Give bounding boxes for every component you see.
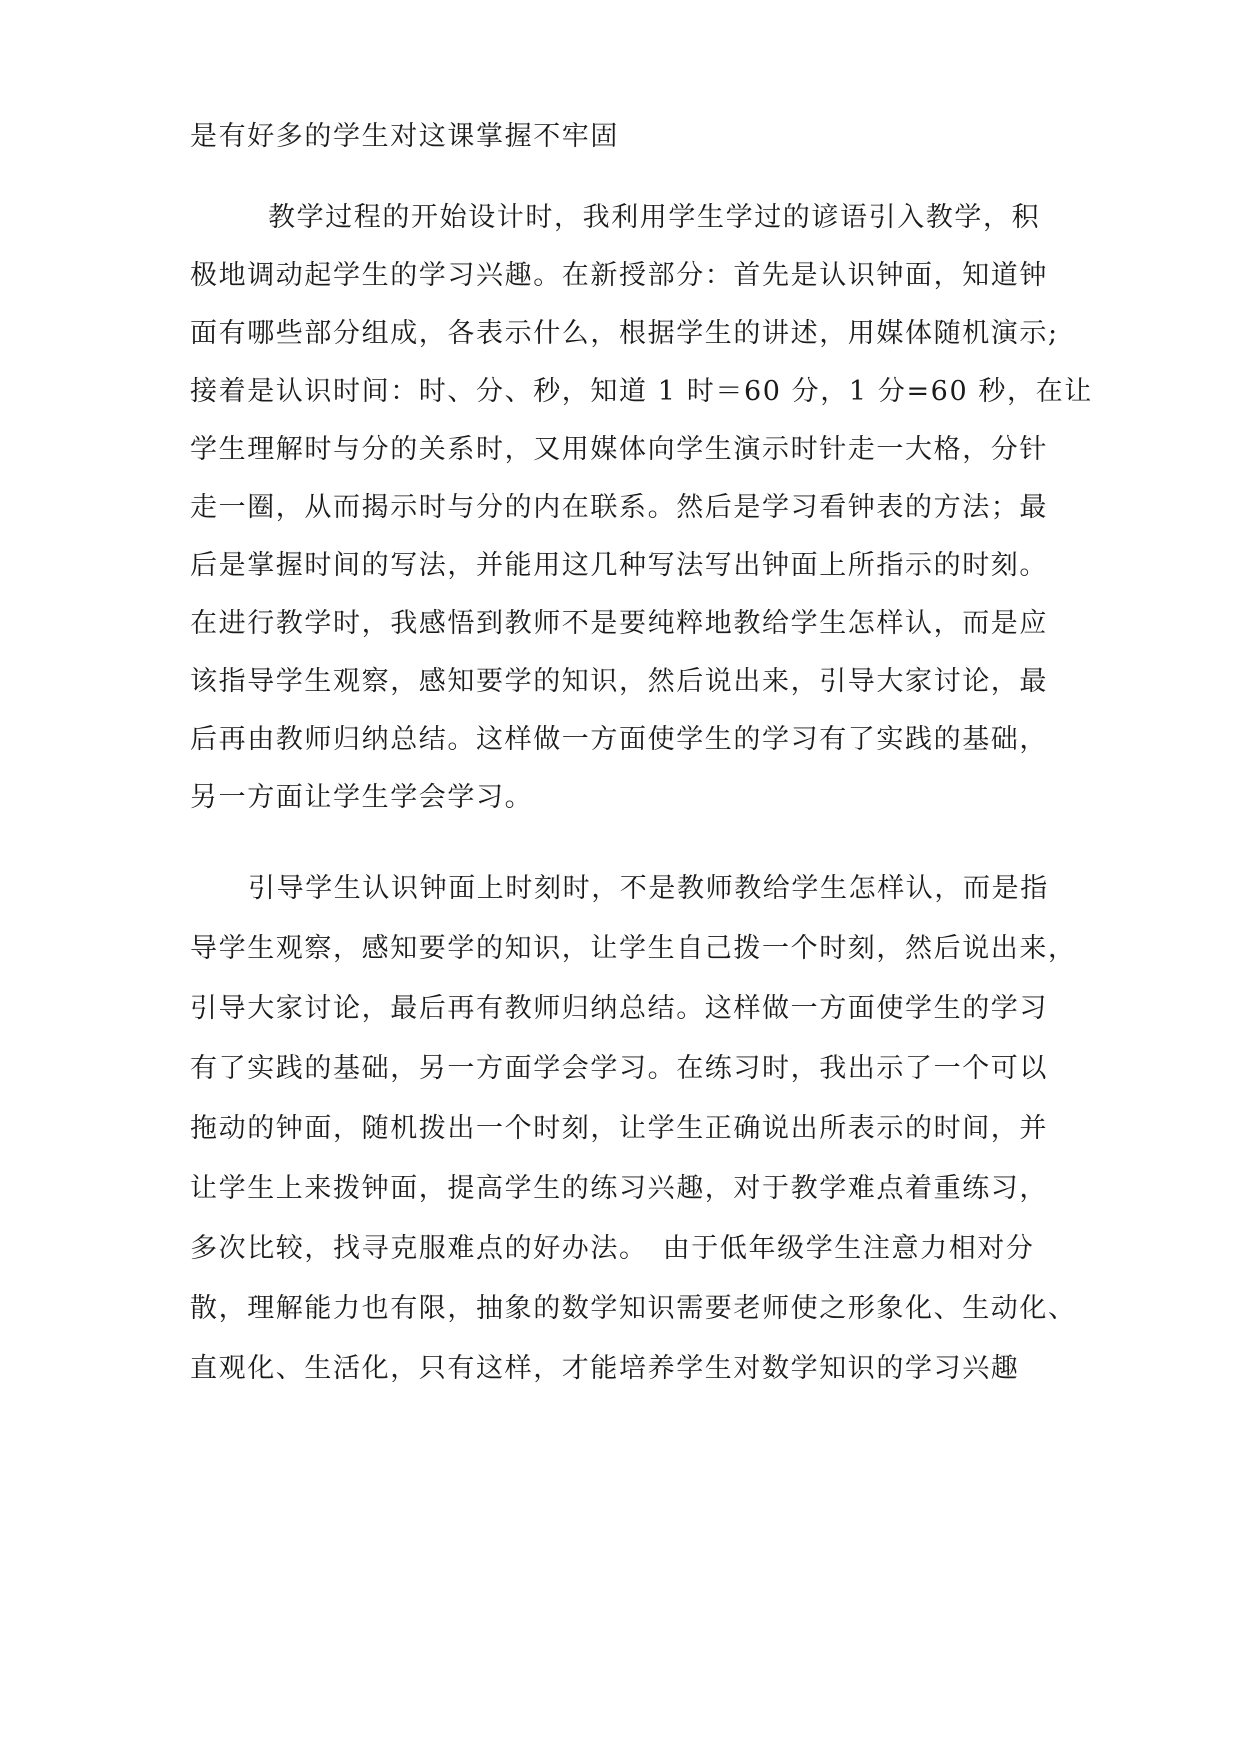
paragraph-1-line: 学生理解时与分的关系时，又用媒体向学生演示时针走一大格，分针 — [190, 434, 1048, 465]
paragraph-1-line: 教学过程的开始设计时，我利用学生学过的谚语引入教学，积 — [268, 202, 1041, 233]
paragraph-2-line: 引导大家讨论，最后再有教师归纳总结。这样做一方面使学生的学习 — [190, 993, 1048, 1024]
paragraph-2-line: 散，理解能力也有限，抽象的数学知识需要老师使之形象化、生动化、 — [190, 1293, 1077, 1324]
paragraph-1-line: 另一方面让学生学会学习。 — [190, 782, 534, 813]
paragraph-1-line: 走一圈，从而揭示时与分的内在联系。然后是学习看钟表的方法；最 — [190, 492, 1048, 523]
paragraph-1-line: 接着是认识时间：时、分、秒，知道 1 时＝60 分，1 分=60 秒，在让 — [190, 376, 1093, 407]
intro-line: 是有好多的学生对这课掌握不牢固 — [190, 121, 619, 152]
paragraph-1-line: 该指导学生观察，感知要学的知识，然后说出来，引导大家讨论，最 — [190, 666, 1048, 697]
paragraph-1-line: 极地调动起学生的学习兴趣。在新授部分：首先是认识钟面，知道钟 — [190, 260, 1048, 291]
paragraph-1-line: 面有哪些部分组成，各表示什么，根据学生的讲述，用媒体随机演示; — [190, 318, 1059, 349]
paragraph-2-line: 多次比较，找寻克服难点的好办法。 由于低年级学生注意力相对分 — [190, 1233, 1035, 1264]
paragraph-2-line: 让学生上来拨钟面，提高学生的练习兴趣，对于教学难点着重练习， — [190, 1173, 1048, 1204]
paragraph-1-line: 后是掌握时间的写法，并能用这几种写法写出钟面上所指示的时刻。 — [190, 550, 1048, 581]
paragraph-1-line: 在进行教学时，我感悟到教师不是要纯粹地教给学生怎样认，而是应 — [190, 608, 1048, 639]
paragraph-2-line: 直观化、生活化，只有这样，才能培养学生对数学知识的学习兴趣 — [190, 1353, 1020, 1384]
paragraph-2-line: 拖动的钟面，随机拨出一个时刻，让学生正确说出所表示的时间，并 — [190, 1113, 1048, 1144]
paragraph-1-line: 后再由教师归纳总结。这样做一方面使学生的学习有了实践的基础， — [190, 724, 1048, 755]
paragraph-2-line: 有了实践的基础，另一方面学会学习。在练习时，我出示了一个可以 — [190, 1053, 1048, 1084]
paragraph-2-line: 引导学生认识钟面上时刻时，不是教师教给学生怎样认，而是指 — [248, 873, 1049, 904]
paragraph-2-line: 导学生观察，感知要学的知识，让学生自己拨一个时刻，然后说出来， — [190, 933, 1077, 964]
